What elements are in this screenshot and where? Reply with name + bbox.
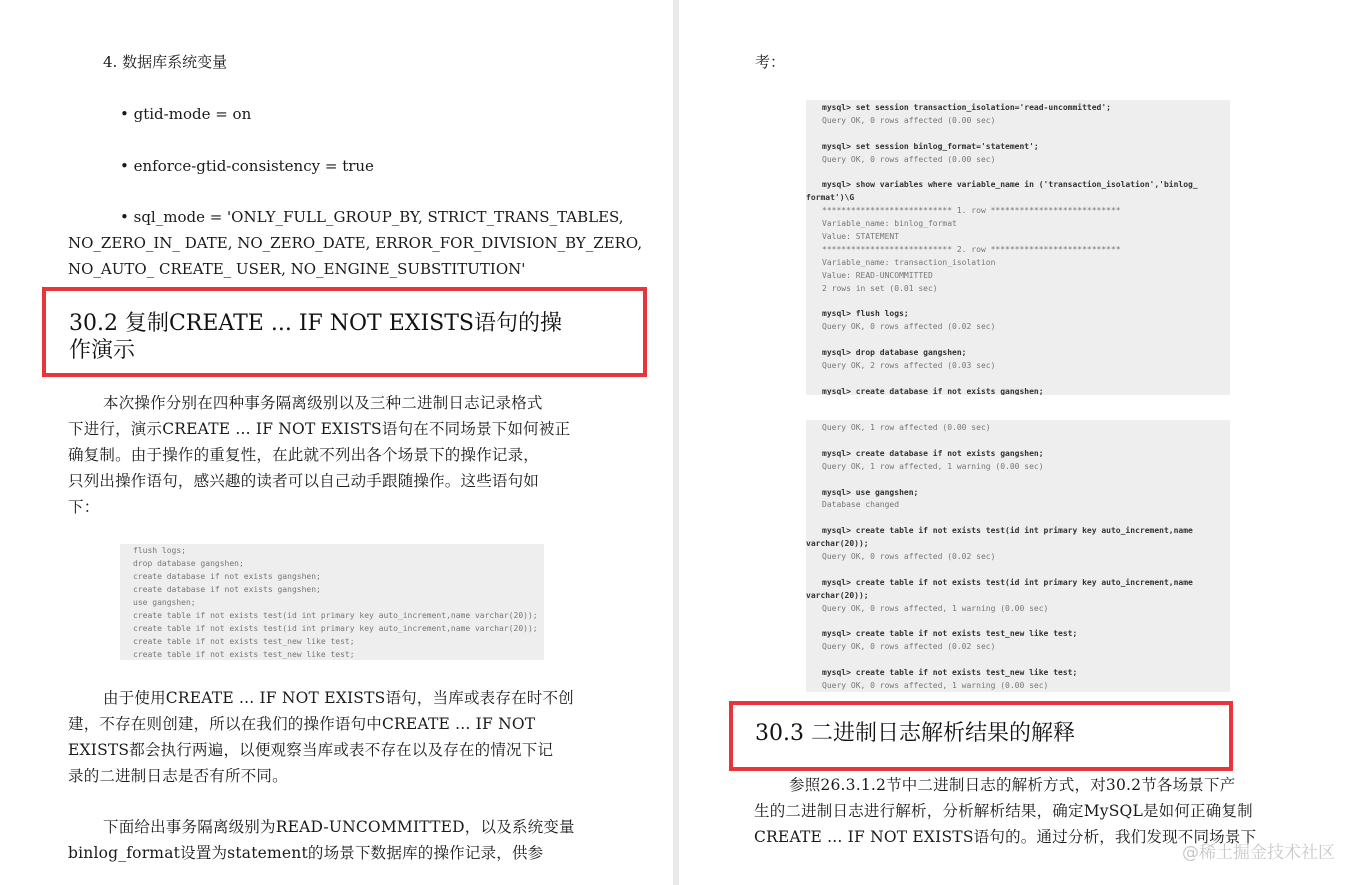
section-heading: 30.3 二进制日志解析结果的解释: [755, 721, 1075, 746]
paragraph-line: 建，不存在则创建，所以在我们的操作语句中CREATE ... IF NOT: [68, 715, 536, 733]
terminal-line: varchar(20));: [806, 539, 869, 549]
terminal-line: Variable_name: binlog_format: [822, 219, 957, 229]
terminal-line: varchar(20));: [806, 590, 869, 600]
paragraph-line: binlog_format设置为statement的场景下数据库的操作记录，供参: [68, 844, 544, 862]
code-line: flush logs;: [133, 546, 186, 555]
terminal-line: mysql> set session binlog_format='statement';: [822, 141, 1039, 151]
bullet-text: enforce-gtid-consistency = true: [133, 157, 374, 175]
terminal-line: *************************** 1. row ***************************: [822, 206, 1121, 216]
paragraph-line: 生的二进制日志进行解析，分析解析结果，确定MySQL是如何正确复制: [754, 802, 1253, 820]
code-line: create database if not exists gangshen;: [133, 572, 321, 581]
terminal-line: Query OK, 0 rows affected (0.02 sec): [822, 642, 996, 652]
paragraph-line: 录的二进制日志是否有所不同。: [68, 767, 288, 785]
sql-mode-continuation: NO_AUTO_ CREATE_ USER, NO_ENGINE_SUBSTITUTION': [68, 260, 526, 278]
terminal-line: Value: READ-UNCOMMITTED: [822, 270, 933, 280]
terminal-line: Query OK, 1 row affected, 1 warning (0.00 sec): [822, 461, 1044, 471]
section-heading-line2: 作演示: [69, 338, 136, 363]
terminal-line: mysql> create table if not exists test(id int primary key auto_increment,name: [822, 577, 1193, 587]
terminal-line: Query OK, 0 rows affected, 1 warning (0.00 sec): [822, 603, 1049, 613]
terminal-line: mysql> create table if not exists test_new like test;: [822, 668, 1078, 678]
terminal-line: mysql> create database if not exists gangshen;: [822, 386, 1044, 395]
terminal-line: mysql> drop database gangshen;: [822, 348, 967, 358]
terminal-line: mysql> set session transaction_isolation='read-uncommitted';: [822, 103, 1111, 112]
terminal-line: Query OK, 0 rows affected, 1 warning (0.00 sec): [822, 681, 1049, 690]
terminal-line: Database changed: [822, 500, 900, 510]
terminal-line: *************************** 2. row ***************************: [822, 244, 1121, 254]
list-heading: 4. 数据库系统变量: [103, 53, 228, 71]
code-line: create table if not exists test_new like test;: [133, 637, 355, 646]
left-page: [0, 0, 673, 885]
terminal-line: mysql> create table if not exists test(id int primary key auto_increment,name: [822, 526, 1193, 536]
section-heading-highlight: [729, 701, 1233, 771]
continuation-text: 考：: [755, 53, 786, 71]
bullet-item: • sql_mode = 'ONLY_FULL_GROUP_BY, STRICT_TRANS_TABLES,: [120, 208, 624, 226]
code-line: use gangshen;: [133, 598, 196, 607]
terminal-line: Query OK, 0 rows affected (0.00 sec): [822, 115, 996, 125]
paragraph-line: EXISTS都会执行两遍，以便观察当库或表不存在以及存在的情况下记: [68, 741, 554, 759]
section-heading-highlight: [42, 287, 647, 377]
paragraph-line: 下进行，演示CREATE ... IF NOT EXISTS语句在不同场景下如何被正: [68, 420, 571, 438]
terminal-line: Value: STATEMENT: [822, 232, 900, 241]
paragraph-line: 确复制。由于操作的重复性，在此就不列出各个场景下的操作记录，: [68, 446, 540, 464]
terminal-line: mysql> flush logs;: [822, 309, 909, 319]
terminal-line: 2 rows in set (0.01 sec): [822, 283, 938, 293]
paragraph-line: CREATE ... IF NOT EXISTS语句的。通过分析，我们发现不同场景下: [754, 828, 1257, 846]
code-line: create table if not exists test_new like test;: [133, 650, 355, 659]
bullet-item: • gtid-mode = on: [120, 105, 252, 123]
code-line: create table if not exists test(id int primary key auto_increment,name varchar(20));: [133, 624, 538, 633]
paragraph-line: 本次操作分别在四种事务隔离级别以及三种二进制日志记录格式: [103, 394, 543, 412]
terminal-line: Query OK, 0 rows affected (0.02 sec): [822, 322, 996, 332]
paragraph-line: 下面给出事务隔离级别为READ-UNCOMMITTED，以及系统变量: [103, 818, 575, 836]
paragraph-line: 由于使用CREATE ... IF NOT EXISTS语句，当库或表存在时不创: [103, 689, 574, 707]
terminal-line: Variable_name: transaction_isolation: [822, 257, 996, 267]
section-heading-line1: 30.2 复制CREATE ... IF NOT EXISTS语句的操: [69, 311, 562, 336]
terminal-line: Query OK, 0 rows affected (0.02 sec): [822, 552, 996, 561]
sql-mode-continuation: NO_ZERO_IN_ DATE, NO_ZERO_DATE, ERROR_FOR_DIVISION_BY_ZERO,: [68, 234, 643, 252]
paragraph-line: 只列出操作语句，感兴趣的读者可以自己动手跟随操作。这些语句如: [68, 472, 540, 490]
terminal-line: mysql> show variables where variable_name in ('transaction_isolation','binlog_: [822, 180, 1198, 190]
terminal-line: mysql> use gangshen;: [822, 487, 919, 497]
terminal-output-block: [806, 100, 1230, 395]
code-line: drop database gangshen;: [133, 559, 244, 568]
terminal-line: mysql> create table if not exists test_new like test;: [822, 629, 1078, 639]
terminal-line: Query OK, 1 row affected (0.00 sec): [822, 423, 991, 432]
terminal-output-block: [806, 420, 1230, 692]
code-line: create table if not exists test(id int primary key auto_increment,name varchar(20));: [133, 611, 538, 620]
paragraph-line: 参照26.3.1.2节中二进制日志的解析方式，对30.2节各场景下产: [789, 776, 1236, 794]
paragraph-line: 下：: [68, 498, 100, 516]
terminal-line: Query OK, 0 rows affected (0.00 sec): [822, 154, 996, 164]
terminal-line: mysql> create database if not exists gangshen;: [822, 448, 1044, 458]
code-line: create database if not exists gangshen;: [133, 585, 321, 594]
code-block: [120, 544, 544, 660]
watermark: @稀土掘金技术社区: [1182, 843, 1335, 863]
bullet-text: sql_mode = 'ONLY_FULL_GROUP_BY, STRICT_TRANS_TABLES,: [133, 208, 624, 226]
right-page: [679, 0, 1359, 885]
bullet-item: • enforce-gtid-consistency = true: [120, 157, 374, 175]
bullet-text: gtid-mode = on: [133, 105, 252, 123]
terminal-line: Query OK, 2 rows affected (0.03 sec): [822, 361, 996, 370]
terminal-line: format')\G: [806, 193, 855, 203]
